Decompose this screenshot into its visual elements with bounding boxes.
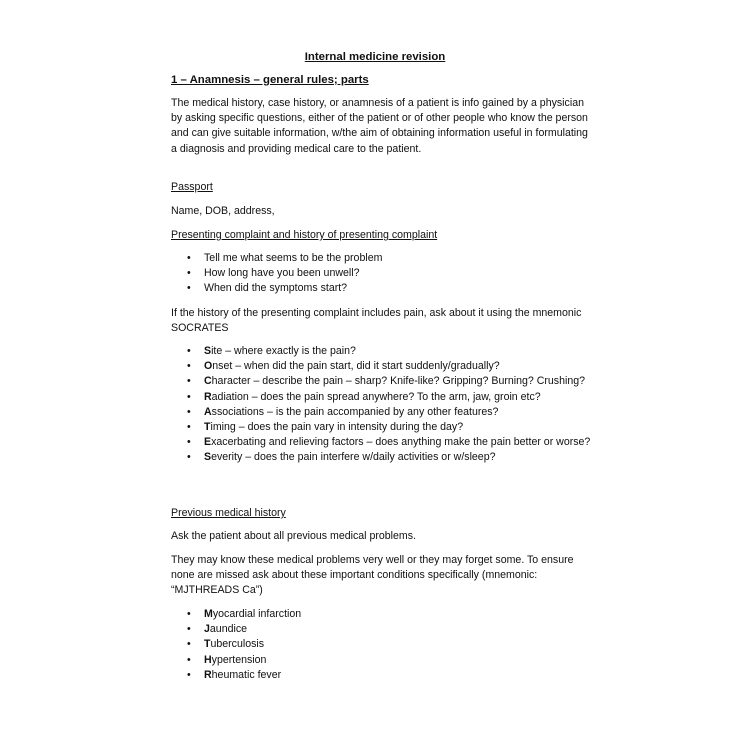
- document-title: Internal medicine revision: [304, 51, 446, 63]
- list-item-text: ssociations – is the pain accompanied by any other features?: [211, 405, 499, 418]
- list-item-text: haracter – describe the pain – sharp? Knife-like? Gripping? Burning? Crushing?: [211, 375, 586, 388]
- mnemonic-letter: O: [204, 360, 213, 373]
- passport-text: Name, DOB, address,: [171, 205, 275, 217]
- mnemonic-letter: T: [204, 638, 211, 651]
- list-item-text: everity – does the pain interfere w/daily activities or w/sleep?: [211, 451, 496, 464]
- list-item: [171, 405, 591, 420]
- list-item-text: iming – does the pain vary in intensity during the day?: [210, 421, 464, 434]
- list-item: [171, 359, 591, 374]
- mnemonic-letter: S: [204, 345, 212, 357]
- list-item-text: heumatic fever: [211, 668, 282, 681]
- socrates-list: [171, 344, 591, 466]
- pmh-text-1: Ask the patient about all previous medical problems.: [171, 530, 416, 542]
- list-item-text: adiation – does the pain spread anywhere? To the arm, jaw, groin etc?: [211, 390, 541, 403]
- list-item: [171, 637, 591, 652]
- list-item: [171, 653, 591, 668]
- list-item-text: uberculosis: [210, 638, 265, 651]
- mnemonic-letter: R: [204, 668, 212, 681]
- list-item: [171, 668, 591, 683]
- mnemonic-letter: T: [204, 421, 211, 434]
- presenting-questions-list: [171, 251, 591, 297]
- mnemonic-letter: J: [204, 623, 210, 636]
- list-item: [171, 344, 591, 359]
- socrates-intro: If the history of the presenting complaint includes pain, ask about it using the mnemonic SOCRATES: [171, 307, 582, 335]
- list-item: [171, 420, 591, 435]
- list-item-text: ite – where exactly is the pain?: [211, 345, 356, 357]
- mnemonic-letter: C: [204, 375, 212, 388]
- list-item: [171, 435, 591, 450]
- mnemonic-letter: A: [204, 405, 212, 418]
- passport-heading: Passport: [171, 181, 213, 193]
- mnemonic-letter: R: [204, 390, 212, 403]
- list-item: [171, 450, 591, 465]
- section-title: 1 – Anamnesis – general rules; parts: [171, 74, 369, 86]
- list-item: • How long have you been unwell?: [171, 266, 591, 281]
- list-item: [171, 607, 591, 622]
- list-item-text: yocardial infarction: [212, 608, 302, 620]
- list-item: • When did the symptoms start?: [171, 281, 591, 296]
- list-item: [171, 390, 591, 405]
- mnemonic-letter: M: [204, 608, 213, 620]
- list-item-text: nset – when did the pain start, did it start suddenly/gradually?: [212, 360, 500, 373]
- list-item-text: ypertension: [211, 653, 267, 666]
- list-item: • Tell me what seems to be the problem: [171, 251, 591, 266]
- list-item-text: aundice: [209, 623, 248, 636]
- previous-medical-history-heading: Previous medical history: [171, 507, 286, 519]
- list-item: [171, 622, 591, 637]
- intro-paragraph: The medical history, case history, or anamnesis of a patient is info gained by a physician by asking specific questions, either of the patient or of other people who know the person and can give suitable information, w/the aim of obtaining information useful in formulating a diagnosis and providing medical care to the patient.: [171, 97, 588, 155]
- mjthreads-list: [171, 607, 591, 683]
- list-item-text: xacerbating and relieving factors – does anything make the pain better or worse?: [211, 436, 591, 449]
- presenting-complaint-heading: Presenting complaint and history of presenting complaint: [171, 229, 438, 241]
- mnemonic-letter: E: [204, 436, 212, 449]
- mnemonic-letter: H: [204, 653, 212, 666]
- mnemonic-letter: S: [204, 451, 212, 464]
- pmh-text-2: They may know these medical problems very well or they may forget some. To ensure none are missed ask about these important conditions specifically (mnemonic: “MJTHREADS Ca”): [171, 554, 574, 597]
- list-item: [171, 374, 591, 389]
